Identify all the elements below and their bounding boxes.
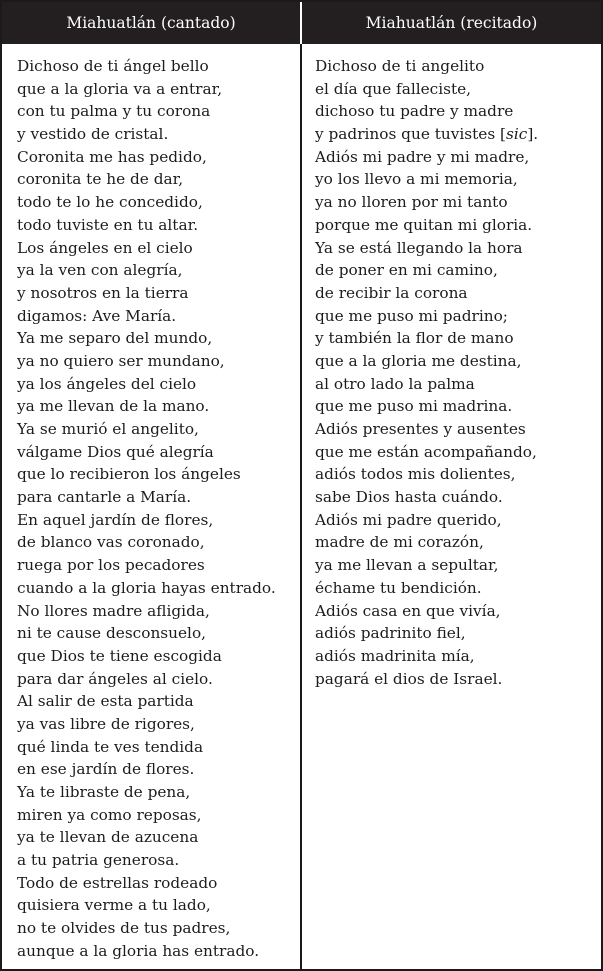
cantado-verse-line: Al salir de esta partida — [17, 692, 194, 711]
cantado-verse-line: y vestido de cristal. — [17, 125, 169, 144]
recitado-verse-line: Adiós presentes y ausentes — [315, 420, 526, 438]
recitado-verse-line: que a la gloria me destina, — [315, 351, 522, 370]
cantado-verse-line: ya te llevan de azucena — [17, 828, 199, 847]
cantado-verse-line: ya la ven con alegría, — [17, 261, 183, 280]
cantado-verse-line: a tu patria generosa. — [17, 851, 180, 870]
recitado-verse-line: adiós padrinito fiel, — [315, 624, 466, 643]
table-body — [2, 44, 601, 969]
recitado-verse-line: dichoso tu padre y madre — [315, 102, 514, 121]
cantado-verse-line: Dichoso de ti ángel bello — [17, 57, 209, 75]
cantado-verse-line: en ese jardín de flores. — [17, 760, 195, 779]
cantado-verse-line: qué linda te ves tendida — [17, 737, 204, 756]
cantado-verse-line: de blanco vas coronado, — [17, 533, 205, 552]
recitado-verse-line: ya me llevan a sepultar, — [315, 556, 499, 575]
recitado-verse-line: porque me quitan mi gloria. — [315, 215, 533, 234]
recitado-verse-line: échame tu bendición. — [315, 578, 482, 597]
recitado-verse-line: adiós madrinita mía, — [315, 646, 475, 665]
recitado-verse-line: que me puso mi madrina. — [315, 397, 513, 416]
cantado-verse-line: Todo de estrellas rodeado — [17, 873, 218, 892]
recitado-verse-line: que me están acompañando, — [315, 442, 537, 461]
cantado-verse-line: que a la gloria va a entrar, — [17, 79, 223, 98]
cantado-verse-line: no te olvides de tus padres, — [17, 919, 231, 938]
cantado-verse-line: miren ya como reposas, — [17, 805, 202, 824]
cantado-verse-line: que lo recibieron los ángeles — [17, 465, 241, 484]
cantado-verse-line: Ya te libraste de pena, — [17, 783, 191, 801]
recitado-verse-line: al otro lado la palma — [315, 374, 475, 393]
recitado-verse-line: Adiós casa en que vivía, — [315, 601, 501, 620]
recitado-verse-line: yo los llevo a mi memoria, — [315, 170, 518, 189]
cantado-verse-line: Coronita me has pedido, — [17, 147, 207, 166]
cantado-verse-line: quisiera verme a tu lado, — [17, 896, 211, 915]
recitado-verse-line: que me puso mi padrino; — [315, 306, 508, 325]
recitado-verse-line: y también la flor de mano — [315, 329, 514, 348]
recitado-verse-line: y padrinos que tuvistes [sic]. — [315, 125, 539, 144]
recitado-verse-line: Ya se está llegando la hora — [315, 238, 523, 257]
cantado-verse-line: y nosotros en la tierra — [17, 283, 189, 302]
recitado-column — [302, 44, 601, 969]
recitado-verse-line: de poner en mi camino, — [315, 261, 498, 280]
recitado-verse-line: Adiós mi padre y mi madre, — [315, 147, 530, 166]
recitado-verse-line: pagará el dios de Israel. — [315, 669, 503, 688]
header-cantado: Miahuatlán (cantado) — [2, 2, 302, 44]
cantado-verse-line: válgame Dios qué alegría — [17, 442, 214, 461]
cantado-column — [2, 44, 302, 969]
cantado-verse-line: Los ángeles en el cielo — [17, 238, 193, 257]
recitado-verse-line: sabe Dios hasta cuándo. — [315, 488, 503, 507]
cantado-verse-line: que Dios te tiene escogida — [17, 646, 222, 665]
header-recitado: Miahuatlán (recitado) — [365, 14, 538, 32]
recitado-verse-line: adiós todos mis dolientes, — [315, 465, 516, 484]
cantado-verse-line: con tu palma y tu corona — [17, 102, 211, 121]
cantado-verse-line: digamos: Ave María. — [17, 306, 177, 325]
cantado-verse-line: Ya me separo del mundo, — [17, 329, 213, 348]
sic-annotation: sic — [506, 125, 528, 144]
cantado-verse-line: todo te lo he concedido, — [17, 193, 203, 212]
recitado-verse-line: de recibir la corona — [315, 283, 468, 302]
cantado-verse-line: para cantarle a María. — [17, 488, 192, 507]
cantado-verse-line: cuando a la gloria hayas entrado. — [17, 578, 276, 597]
recitado-verse-line: madre de mi corazón, — [315, 533, 484, 552]
recitado-verse-line: Dichoso de ti angelito — [315, 57, 485, 75]
recitado-verse-line: Adiós mi padre querido, — [315, 510, 502, 529]
table-header — [2, 2, 601, 44]
cantado-verse-line: ya los ángeles del cielo — [17, 374, 197, 393]
cantado-verse-line: aunque a la gloria has entrado. — [17, 941, 260, 960]
cantado-verse-line: para dar ángeles al cielo. — [17, 669, 213, 688]
cantado-verse-line: No llores madre afligida, — [17, 601, 210, 620]
cantado-verse-line: coronita te he de dar, — [17, 170, 184, 189]
cantado-verse-line: ruega por los pecadores — [17, 556, 205, 575]
recitado-verse-line: ya no lloren por mi tanto — [315, 193, 508, 212]
cantado-verse-line: ni te cause desconsuelo, — [17, 624, 207, 643]
cantado-verse-line: ya vas libre de rigores, — [17, 714, 195, 733]
cantado-verse-line: Ya se murió el angelito, — [17, 420, 199, 438]
cantado-verse-line: ya no quiero ser mundano, — [17, 351, 225, 370]
recitado-verse-line: el día que falleciste, — [315, 79, 472, 98]
cantado-verse-line: En aquel jardín de flores, — [17, 510, 214, 529]
cantado-verse-line: todo tuviste en tu altar. — [17, 215, 199, 234]
cantado-verse-line: ya me llevan de la mano. — [17, 397, 210, 416]
